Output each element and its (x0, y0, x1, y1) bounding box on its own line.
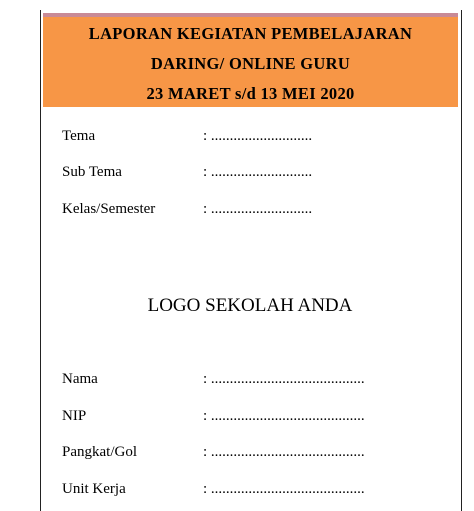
field-label-pangkat-gol: Pangkat/Gol (62, 444, 137, 460)
title-line-2: DARING/ ONLINE GURU (150, 54, 351, 73)
field-label-unit-kerja: Unit Kerja (62, 481, 126, 497)
field-value-nama: : ......................................... (203, 371, 365, 387)
title-line-1: LAPORAN KEGIATAN PEMBELAJARAN (88, 24, 413, 43)
field-value-pangkat-gol: : ......................................... (203, 444, 365, 460)
field-value-kelas-semester: : ........................... (203, 201, 313, 217)
school-logo-placeholder: LOGO SEKOLAH ANDA (147, 295, 353, 316)
field-value-tema: : ........................... (203, 128, 313, 144)
field-label-nip: NIP (62, 408, 87, 424)
field-label-sub-tema: Sub Tema (62, 164, 122, 180)
field-value-unit-kerja: : ......................................... (203, 481, 365, 497)
field-value-nip: : ......................................... (203, 408, 365, 424)
field-value-sub-tema: : ........................... (203, 164, 313, 180)
field-label-nama: Nama (62, 371, 98, 387)
field-label-tema: Tema (62, 128, 96, 144)
field-label-kelas-semester: Kelas/Semester (62, 201, 156, 217)
title-banner (43, 17, 458, 107)
title-date: 23 MARET s/d 13 MEI 2020 (146, 84, 355, 103)
